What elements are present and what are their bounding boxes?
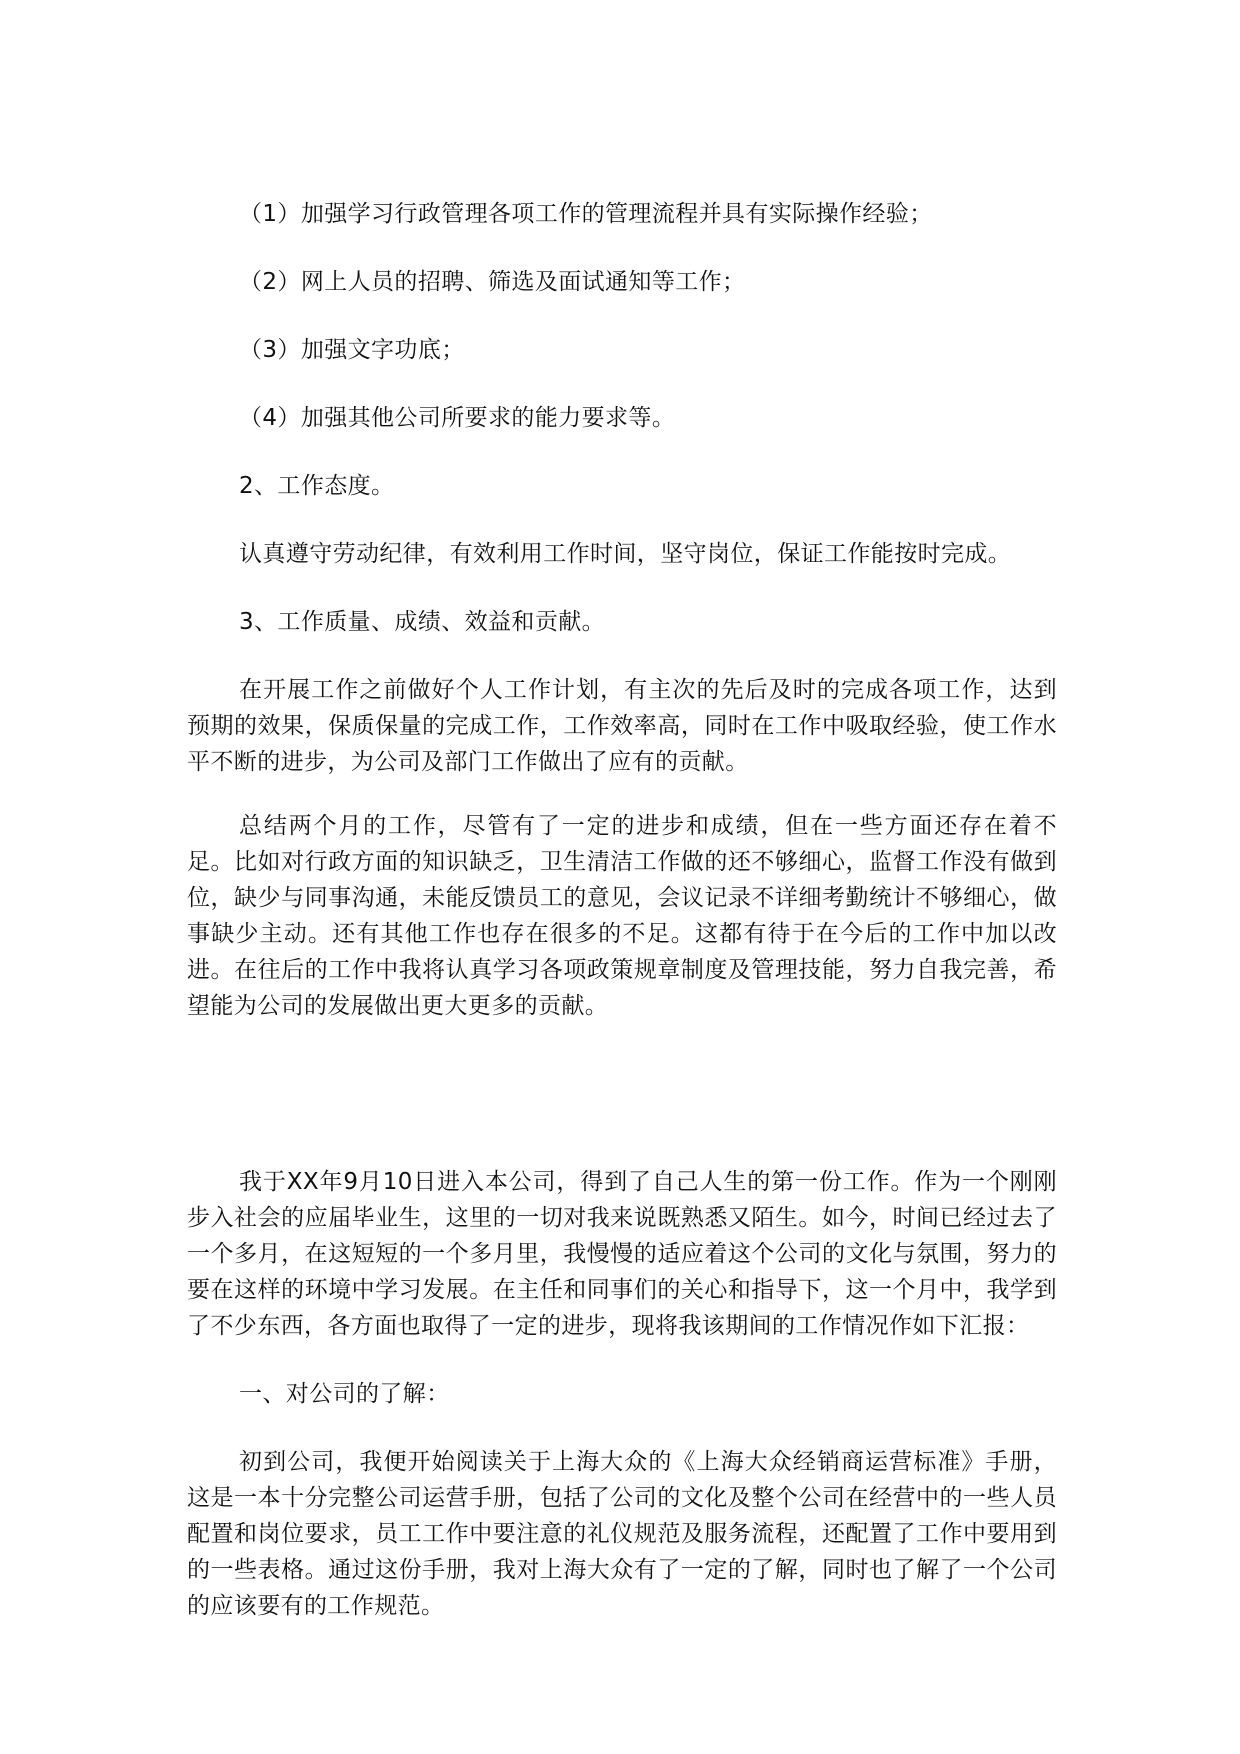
list-item-4: （4）加强其他公司所要求的能力要求等。 — [239, 405, 676, 431]
paragraph-work-attitude: 认真遵守劳动纪律，有效利用工作时间，坚守岗位，保证工作能按时完成。 — [239, 541, 1012, 567]
list-item-1: （1）加强学习行政管理各项工作的管理流程并具有实际操作经验； — [239, 201, 933, 227]
section-heading-company-understanding: 一、对公司的了解： — [239, 1381, 450, 1407]
document-body — [187, 196, 1057, 1624]
list-item-3: （3）加强文字功底； — [239, 337, 465, 363]
paragraph-work-quality: 在开展工作之前做好个人工作计划，有主次的先后及时的完成各项工作，达到预期的效果，保质保量的完成工作，工作效率高，同时在工作中吸取经验，使工作水平不断的进步，为公司及部门工作做出了应有的贡献。 — [187, 677, 1057, 775]
paragraph-company-understanding: 初到公司，我便开始阅读关于上海大众的《上海大众经销商运营标准》手册，这是一本十分完整公司运营手册，包括了公司的文化及整个公司在经营中的一些人员配置和岗位要求，员工工作中要注意的礼仪规范及服务流程，还配置了工作中要用到的一些表格。通过这份手册，我对上海大众有了一定的了解，同时也了解了一个公司的应该要有的工作规范。 — [187, 1449, 1057, 1619]
section-heading-work-quality: 3、工作质量、成绩、效益和贡献。 — [239, 609, 606, 635]
paragraph-introduction: 我于XX年9月10日进入本公司，得到了自己人生的第一份工作。作为一个刚刚步入社会的应届毕业生，这里的一切对我来说既熟悉又陌生。如今，时间已经过去了一个多月，在这短短的一个多月里，我慢慢的适应着这个公司的文化与氛围，努力的要在这样的环境中学习发展。在主任和同事们的关心和指导下，这一个月中，我学到了不少东西，各方面也取得了一定的进步，现将我该期间的工作情况作如下汇报： — [187, 1169, 1057, 1339]
section-heading-work-attitude: 2、工作态度。 — [239, 473, 395, 499]
paragraph-summary: 总结两个月的工作，尽管有了一定的进步和成绩，但在一些方面还存在着不足。比如对行政方面的知识缺乏，卫生清洁工作做的还不够细心，监督工作没有做到位，缺少与同事沟通，未能反馈员工的意见，会议记录不详细考勤统计不够细心，做事缺少主动。还有其他工作也存在很多的不足。这都有待于在今后的工作中加以改进。在往后的工作中我将认真学习各项政策规章制度及管理技能，努力自我完善，希望能为公司的发展做出更大更多的贡献。 — [187, 813, 1057, 1019]
list-item-2: （2）网上人员的招聘、筛选及面试通知等工作； — [239, 269, 746, 295]
